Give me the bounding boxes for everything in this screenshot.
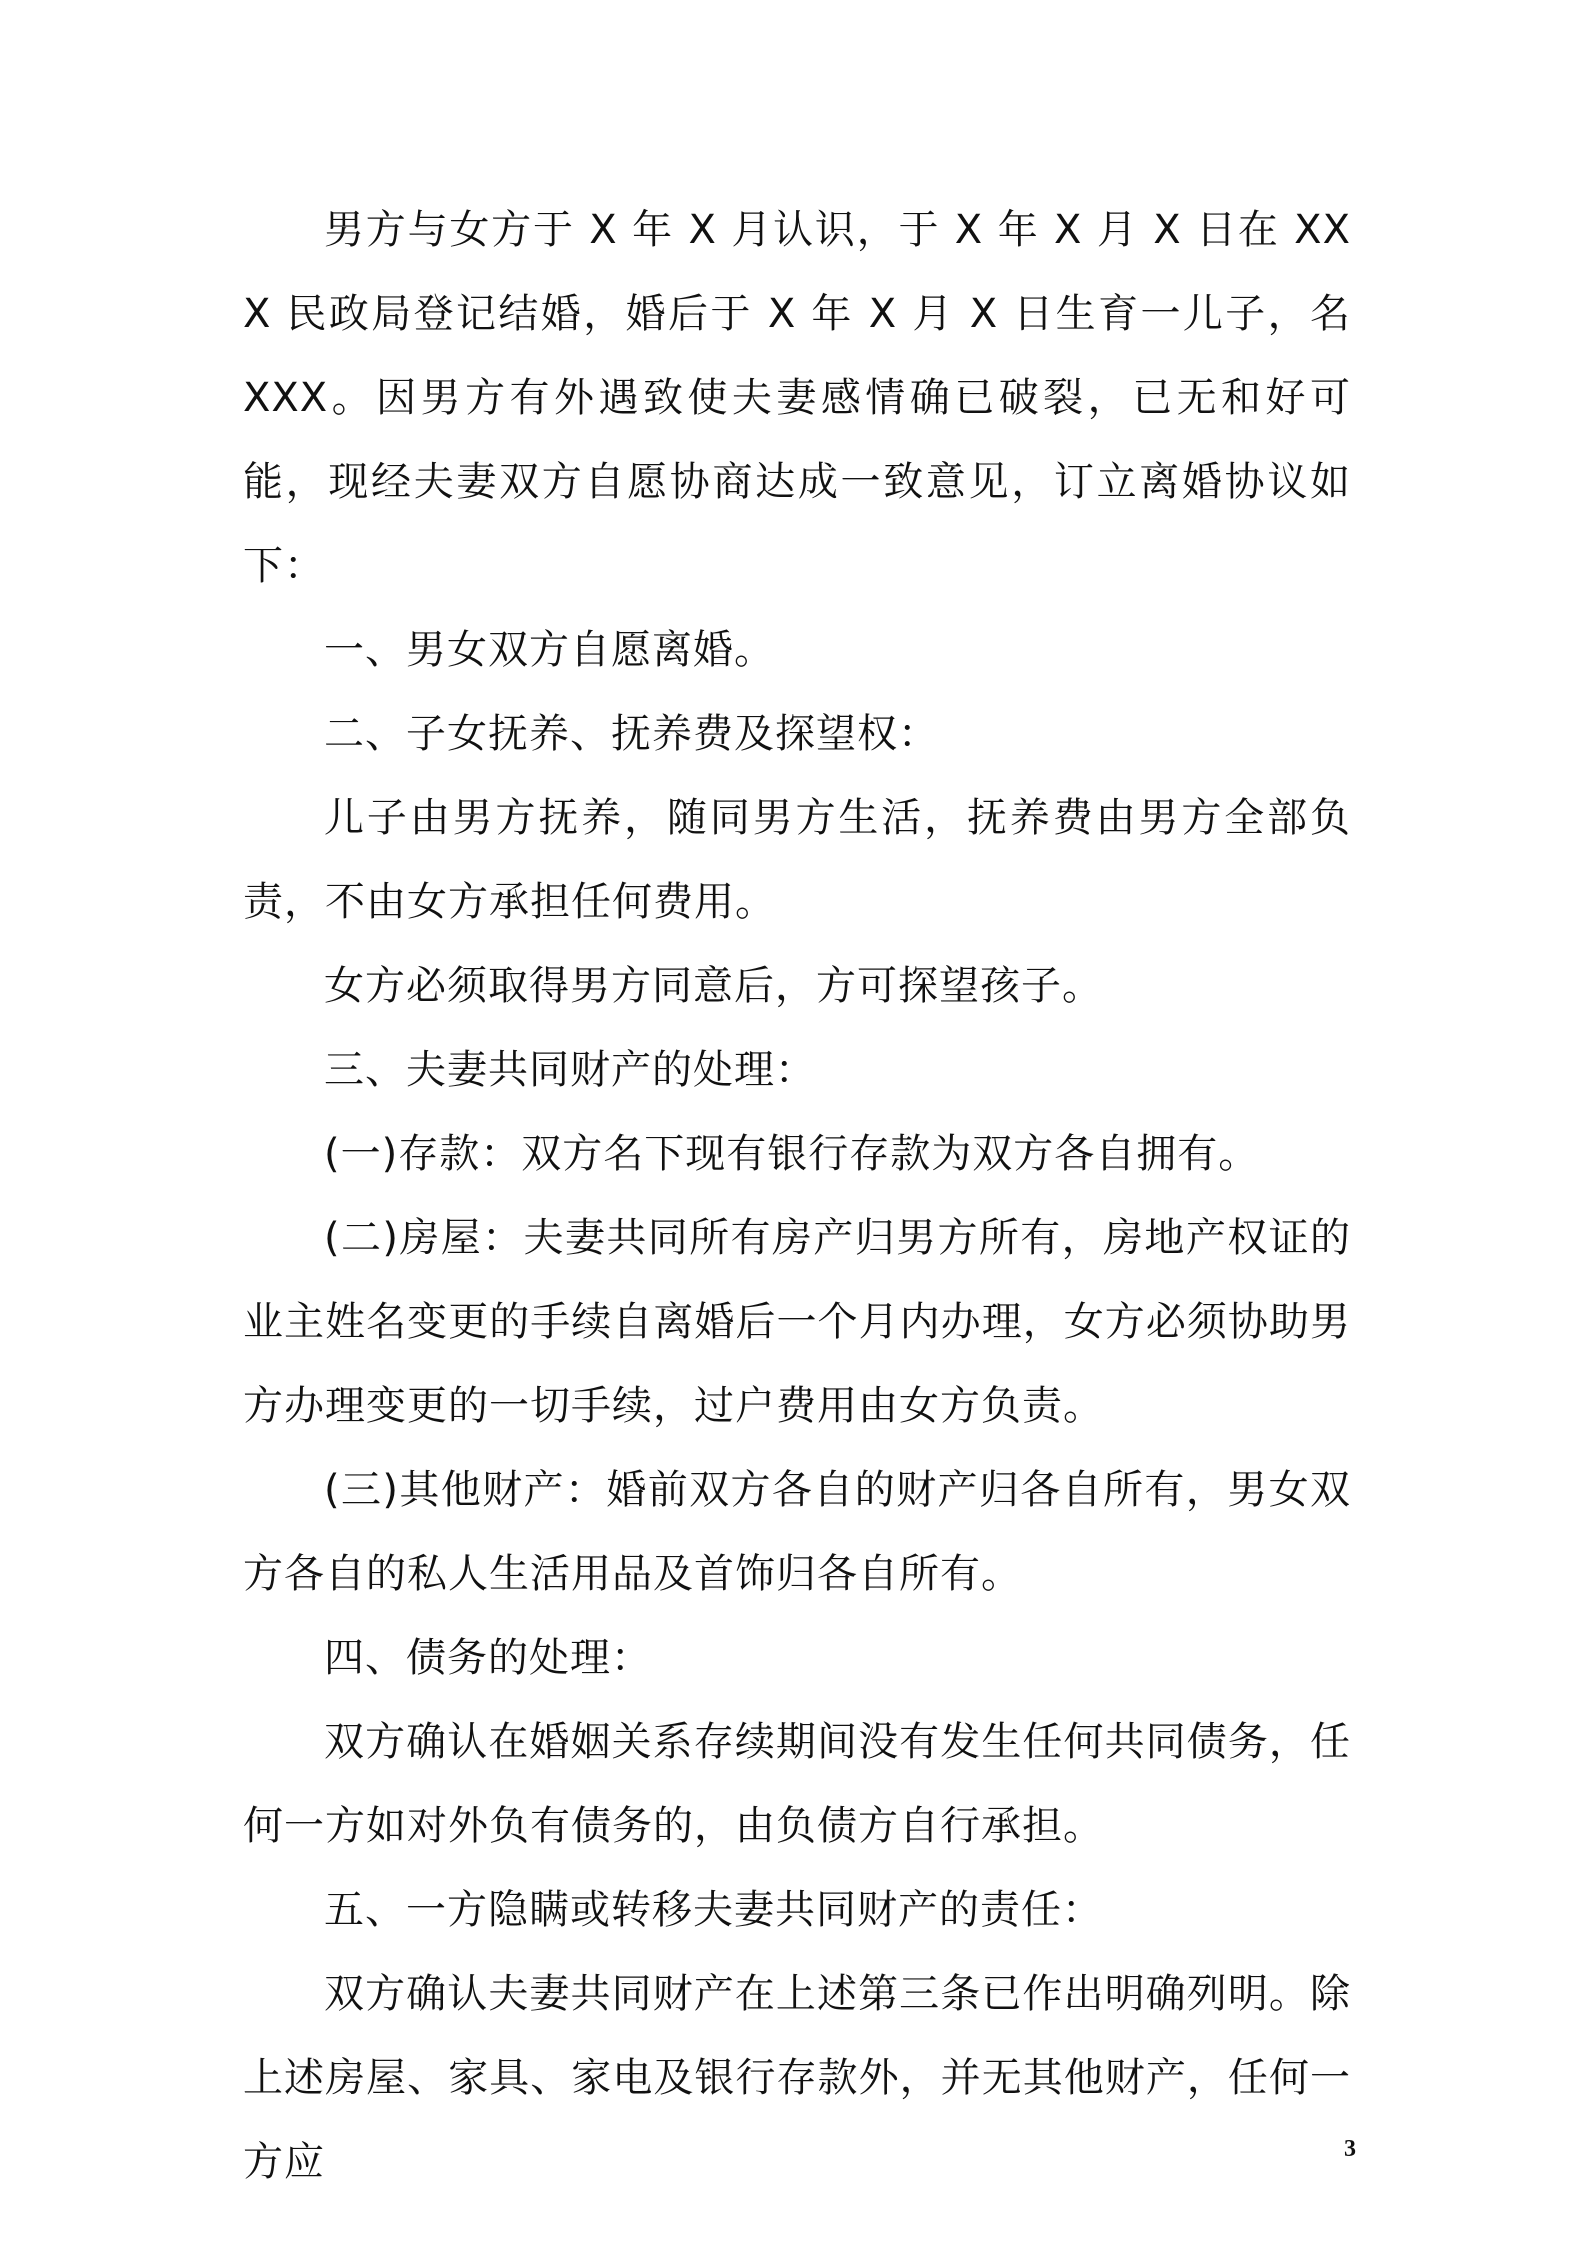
document-body: [243, 188, 1351, 2204]
paragraph-clause-5-heading: 五、一方隐瞒或转移夫妻共同财产的责任：: [324, 1887, 1103, 1933]
paragraph-deposits: (一)存款：双方名下现有银行存款为双方各自拥有。: [324, 1131, 1260, 1177]
paragraph-custody: 儿子由男方抚养，随同男方生活，抚养费由男方全部负责，不由女方承担任何费用。: [243, 795, 1351, 925]
paragraph-clause-2-heading: 二、子女抚养、抚养费及探望权：: [324, 711, 939, 757]
paragraph-property-confirmation: 双方确认夫妻共同财产在上述第三条已作出明确列明。除上述房屋、家具、家电及银行存款外，并无其他财产，任何一方应: [243, 1971, 1351, 2185]
paragraph-debts: 双方确认在婚姻关系存续期间没有发生任何共同债务，任何一方如对外负有债务的，由负债方自行承担。: [243, 1719, 1351, 1849]
paragraph-visitation: 女方必须取得男方同意后，方可探望孩子。: [324, 963, 1103, 1009]
paragraph-clause-4-heading: 四、债务的处理：: [324, 1635, 652, 1681]
paragraph-house: (二)房屋：夫妻共同所有房产归男方所有，房地产权证的业主姓名变更的手续自离婚后一个月内办理，女方必须协助男方办理变更的一切手续，过户费用由女方负责。: [243, 1215, 1351, 1429]
paragraph-intro: 男方与女方于 X 年 X 月认识，于 X 年 X 月 X 日在 XXX 民政局登记结婚，婚后于 X 年 X 月 X 日生育一儿子，名 XXX。因男方有外遇致使夫妻感情确已破裂，已无和好可能，现经夫妻双方自愿协商达成一致意见，订立离婚协议如下：: [243, 207, 1351, 589]
paragraph-other-property: (三)其他财产：婚前双方各自的财产归各自所有，男女双方各自的私人生活用品及首饰归各自所有。: [243, 1467, 1351, 1597]
paragraph-clause-3-heading: 三、夫妻共同财产的处理：: [324, 1047, 816, 1093]
paragraph-clause-1: 一、男女双方自愿离婚。: [324, 627, 775, 673]
page-number: 3: [1344, 2136, 1356, 2162]
